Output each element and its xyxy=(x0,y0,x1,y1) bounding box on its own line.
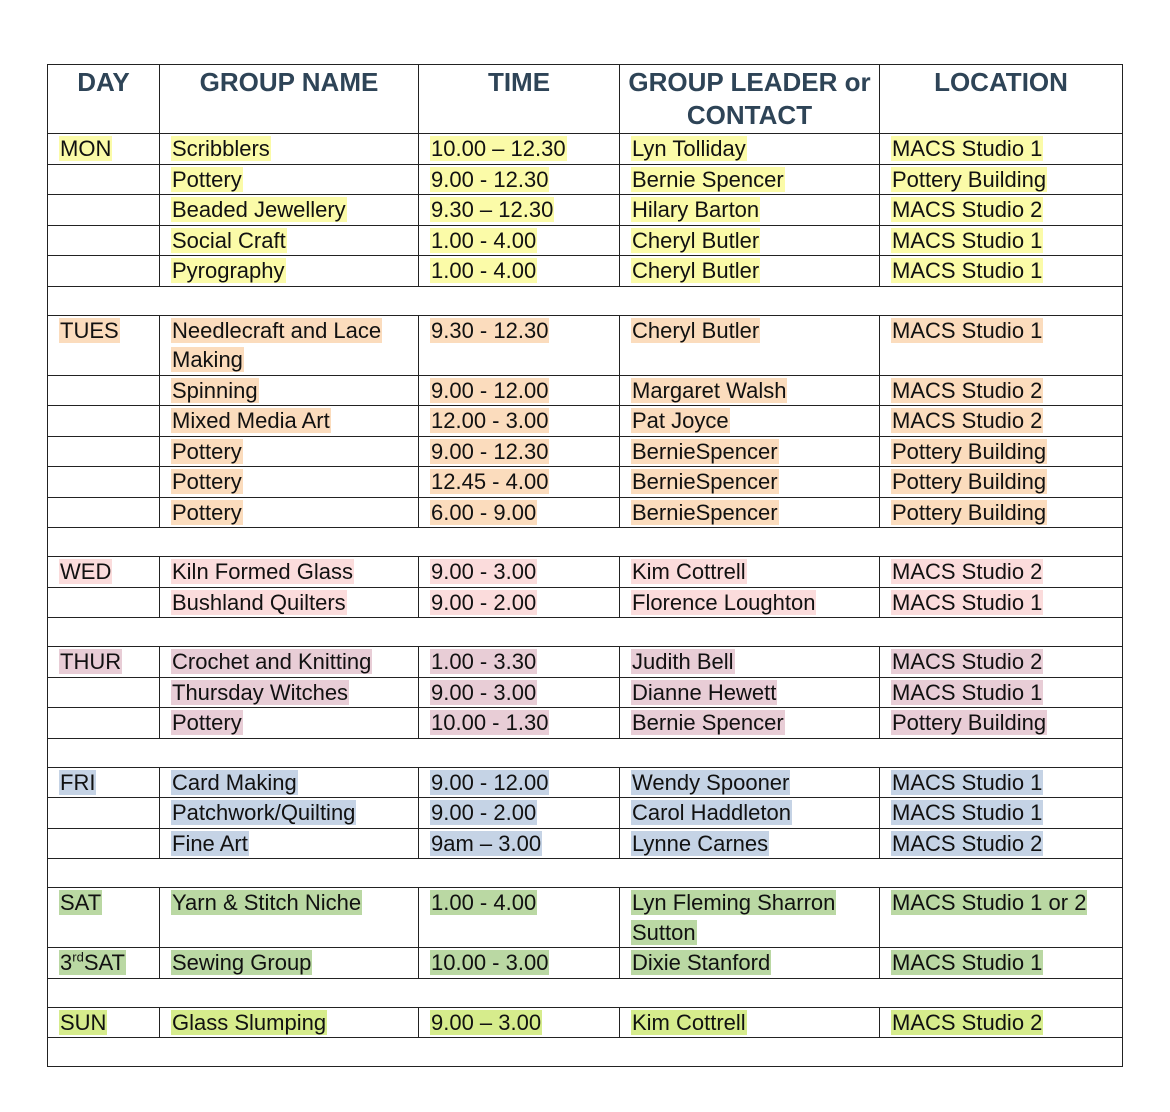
cell-text: MACS Studio 1 xyxy=(892,679,1043,705)
cell-text: Cheryl Butler xyxy=(632,227,760,253)
cell-text: Cheryl Butler xyxy=(632,317,760,343)
table-row xyxy=(48,467,1123,498)
cell-text: Dianne Hewett xyxy=(632,679,777,705)
group-name-cell xyxy=(160,164,419,195)
cell-text: MACS Studio 1 xyxy=(892,227,1043,253)
cell-text: MACS Studio 2 xyxy=(892,377,1043,403)
location-cell xyxy=(880,497,1123,528)
group-name-cell xyxy=(160,134,419,165)
header-group-leader: GROUP LEADER or CONTACT xyxy=(620,65,880,134)
time-cell xyxy=(419,647,620,678)
location-cell xyxy=(880,436,1123,467)
cell-text: 10.00 - 1.30 xyxy=(431,710,549,735)
spacer-cell xyxy=(48,978,1123,1007)
cell-text: SAT xyxy=(60,890,102,915)
cell-text: Pottery xyxy=(172,710,242,735)
cell-text: MACS Studio 1 or 2 xyxy=(892,890,1087,915)
cell-text: MACS Studio 1 xyxy=(892,950,1043,975)
day-cell xyxy=(48,587,160,618)
day-cell xyxy=(48,195,160,226)
cell-text: Mixed Media Art xyxy=(172,408,330,433)
cell-text: Glass Slumping xyxy=(172,1009,327,1035)
day-cell xyxy=(48,798,160,829)
cell-text: Hilary Barton xyxy=(632,197,760,222)
cell-text: Sewing Group xyxy=(172,950,312,975)
table-row xyxy=(48,195,1123,226)
day-cell xyxy=(48,647,160,678)
group-leader-cell xyxy=(620,647,880,678)
cell-text: Kiln Formed Glass xyxy=(172,559,353,584)
cell-text: Crochet and Knitting xyxy=(172,649,372,674)
group-leader-cell xyxy=(620,948,880,979)
cell-text: 9.00 - 3.00 xyxy=(431,679,537,705)
group-leader-cell xyxy=(620,557,880,588)
cell-text: Pottery xyxy=(172,499,242,525)
cell-text: WED xyxy=(60,559,112,584)
cell-text: Cheryl Butler xyxy=(632,258,760,283)
spacer-cell xyxy=(48,528,1123,557)
header-time: TIME xyxy=(419,65,620,134)
cell-text: MACS Studio 2 xyxy=(892,408,1043,433)
cell-text: Kim Cottrell xyxy=(632,1009,746,1035)
cell-text: Card Making xyxy=(172,769,297,795)
location-cell xyxy=(880,195,1123,226)
table-row xyxy=(48,557,1123,588)
group-name-cell xyxy=(160,708,419,739)
cell-text: Dixie Stanford xyxy=(632,950,771,975)
location-cell xyxy=(880,1007,1123,1038)
spacer-row xyxy=(48,528,1123,557)
time-cell xyxy=(419,497,620,528)
location-cell xyxy=(880,256,1123,287)
group-leader-cell xyxy=(620,677,880,708)
table-row xyxy=(48,406,1123,437)
cell-text: Margaret Walsh xyxy=(632,377,787,403)
cell-text: 9.00 - 2.00 xyxy=(431,800,537,825)
cell-text: Bernie Spencer xyxy=(632,710,784,735)
cell-text: Pat Joyce xyxy=(632,408,729,433)
group-leader-cell xyxy=(620,467,880,498)
cell-text: 1.00 - 4.00 xyxy=(431,890,537,915)
cell-text: MACS Studio 1 xyxy=(892,589,1043,615)
group-name-cell xyxy=(160,406,419,437)
time-cell xyxy=(419,1007,620,1038)
group-leader-cell xyxy=(620,225,880,256)
group-name-cell xyxy=(160,677,419,708)
cell-text: Wendy Spooner xyxy=(632,769,790,795)
location-cell xyxy=(880,406,1123,437)
cell-text: 9.00 - 2.00 xyxy=(431,589,537,615)
cell-text: MACS Studio 1 xyxy=(892,136,1043,161)
table-row xyxy=(48,134,1123,165)
cell-text: Patchwork/Quilting xyxy=(172,800,356,825)
day-cell xyxy=(48,1007,160,1038)
time-cell xyxy=(419,708,620,739)
cell-text: MACS Studio 1 xyxy=(892,258,1043,283)
cell-text: Florence Loughton xyxy=(632,589,816,615)
table-row xyxy=(48,256,1123,287)
time-cell xyxy=(419,798,620,829)
location-cell xyxy=(880,767,1123,798)
day-cell xyxy=(48,375,160,406)
spacer-cell xyxy=(48,738,1123,767)
time-cell xyxy=(419,557,620,588)
group-name-cell xyxy=(160,557,419,588)
cell-text: Spinning xyxy=(172,377,258,403)
time-cell xyxy=(419,587,620,618)
group-leader-cell xyxy=(620,828,880,859)
location-cell xyxy=(880,798,1123,829)
cell-text: 9.00 - 3.00 xyxy=(431,559,537,584)
time-cell xyxy=(419,256,620,287)
cell-text: Pottery Building xyxy=(892,469,1047,494)
location-cell xyxy=(880,225,1123,256)
cell-text: BernieSpencer xyxy=(632,438,778,464)
cell-text: Bernie Spencer xyxy=(632,166,784,192)
table-row xyxy=(48,798,1123,829)
group-name-cell xyxy=(160,767,419,798)
cell-text: 1.00 - 4.00 xyxy=(431,227,537,253)
cell-text: 9.00 - 12.00 xyxy=(431,769,549,795)
spacer-row xyxy=(48,1038,1123,1067)
spacer-row xyxy=(48,978,1123,1007)
cell-text: MACS Studio 1 xyxy=(892,800,1043,825)
time-cell xyxy=(419,406,620,437)
location-cell xyxy=(880,888,1123,948)
location-cell xyxy=(880,948,1123,979)
cell-text: Judith Bell xyxy=(632,649,734,674)
time-cell xyxy=(419,948,620,979)
group-name-cell xyxy=(160,375,419,406)
cell-text: Pottery xyxy=(172,438,242,464)
group-leader-cell xyxy=(620,256,880,287)
cell-text: Pyrography xyxy=(172,258,285,283)
day-cell xyxy=(48,948,160,979)
time-cell xyxy=(419,195,620,226)
day-cell xyxy=(48,467,160,498)
group-leader-cell xyxy=(620,164,880,195)
group-name-cell xyxy=(160,798,419,829)
cell-text: TUES xyxy=(60,317,119,343)
table-row xyxy=(48,948,1123,979)
table-row xyxy=(48,164,1123,195)
cell-text: Pottery Building xyxy=(892,499,1047,525)
cell-text: Pottery xyxy=(172,469,242,494)
cell-text: MACS Studio 1 xyxy=(892,317,1043,343)
cell-text: MACS Studio 2 xyxy=(892,559,1043,584)
group-name-cell xyxy=(160,647,419,678)
time-cell xyxy=(419,164,620,195)
time-cell xyxy=(419,134,620,165)
location-cell xyxy=(880,587,1123,618)
cell-text: MACS Studio 2 xyxy=(892,197,1043,222)
cell-text: Lyn Fleming Sharron Sutton xyxy=(632,890,836,945)
cell-text: FRI xyxy=(60,769,96,795)
group-name-cell xyxy=(160,587,419,618)
cell-text: 9.00 - 12.00 xyxy=(431,377,549,403)
group-name-cell xyxy=(160,225,419,256)
day-cell xyxy=(48,406,160,437)
day-cell xyxy=(48,134,160,165)
group-name-cell xyxy=(160,828,419,859)
cell-text: THUR xyxy=(60,649,122,674)
group-leader-cell xyxy=(620,375,880,406)
table-row xyxy=(48,375,1123,406)
header-location: LOCATION xyxy=(880,65,1123,134)
cell-text: Yarn & Stitch Niche xyxy=(172,890,362,915)
cell-text: Needlecraft and Lace Making xyxy=(172,317,382,372)
day-cell xyxy=(48,677,160,708)
day-cell xyxy=(48,225,160,256)
header-day: DAY xyxy=(48,65,160,134)
cell-text: 9.30 – 12.30 xyxy=(431,197,554,222)
table-row xyxy=(48,647,1123,678)
group-name-cell xyxy=(160,948,419,979)
cell-text xyxy=(59,950,126,975)
cell-text: 12.45 - 4.00 xyxy=(431,469,549,494)
cell-text: Beaded Jewellery xyxy=(172,197,346,222)
table-row xyxy=(48,436,1123,467)
group-leader-cell xyxy=(620,134,880,165)
day-cell xyxy=(48,828,160,859)
group-name-cell xyxy=(160,467,419,498)
table-row xyxy=(48,315,1123,375)
cell-text: 10.00 - 3.00 xyxy=(431,950,549,975)
time-cell xyxy=(419,767,620,798)
cell-text: Social Craft xyxy=(172,227,286,253)
spacer-row xyxy=(48,859,1123,888)
table-row xyxy=(48,677,1123,708)
cell-text: 9am – 3.00 xyxy=(431,830,542,856)
group-name-cell xyxy=(160,195,419,226)
day-cell xyxy=(48,436,160,467)
cell-text: Lyn Tolliday xyxy=(632,136,746,161)
cell-text: Thursday Witches xyxy=(172,679,349,705)
cell-text: Bushland Quilters xyxy=(172,589,346,615)
location-cell xyxy=(880,647,1123,678)
spacer-row xyxy=(48,738,1123,767)
group-name-cell xyxy=(160,315,419,375)
cell-text: 10.00 – 12.30 xyxy=(431,136,566,161)
ordinal-suffix: rd xyxy=(72,949,84,965)
cell-text: MON xyxy=(60,136,112,161)
location-cell xyxy=(880,557,1123,588)
time-cell xyxy=(419,888,620,948)
day-cell xyxy=(48,708,160,739)
cell-text: MACS Studio 2 xyxy=(892,1009,1043,1035)
cell-text: 12.00 - 3.00 xyxy=(431,408,549,433)
location-cell xyxy=(880,134,1123,165)
time-cell xyxy=(419,315,620,375)
time-cell xyxy=(419,436,620,467)
schedule-body xyxy=(48,134,1123,1067)
group-leader-cell xyxy=(620,587,880,618)
table-row xyxy=(48,888,1123,948)
group-name-cell xyxy=(160,888,419,948)
location-cell xyxy=(880,375,1123,406)
spacer-cell xyxy=(48,1038,1123,1067)
cell-text: Lynne Carnes xyxy=(632,830,769,856)
table-row xyxy=(48,587,1123,618)
cell-text: Carol Haddleton xyxy=(632,800,791,825)
cell-text: MACS Studio 1 xyxy=(892,769,1043,795)
cell-text: 1.00 - 4.00 xyxy=(431,258,537,283)
cell-text: 9.00 - 12.30 xyxy=(431,166,549,192)
cell-text: MACS Studio 2 xyxy=(892,649,1043,674)
group-leader-cell xyxy=(620,767,880,798)
cell-text: Fine Art xyxy=(172,830,248,856)
spacer-row xyxy=(48,618,1123,647)
cell-text: 6.00 - 9.00 xyxy=(431,499,537,525)
group-leader-cell xyxy=(620,888,880,948)
cell-text: Pottery Building xyxy=(892,710,1047,735)
header-row xyxy=(48,65,1123,134)
location-cell xyxy=(880,677,1123,708)
schedule-table xyxy=(47,64,1123,1067)
cell-text: 1.00 - 3.30 xyxy=(431,649,537,674)
group-leader-cell xyxy=(620,436,880,467)
table-row xyxy=(48,1007,1123,1038)
group-leader-cell xyxy=(620,708,880,739)
location-cell xyxy=(880,828,1123,859)
group-leader-cell xyxy=(620,406,880,437)
table-row xyxy=(48,828,1123,859)
group-leader-cell xyxy=(620,1007,880,1038)
day-cell xyxy=(48,767,160,798)
cell-text: Pottery Building xyxy=(892,438,1047,464)
cell-text: 9.00 - 12.30 xyxy=(431,438,549,464)
cell-text: Pottery Building xyxy=(892,166,1047,192)
group-leader-cell xyxy=(620,497,880,528)
table-row xyxy=(48,767,1123,798)
group-name-cell xyxy=(160,256,419,287)
time-cell xyxy=(419,467,620,498)
cell-text: Scribblers xyxy=(172,136,270,161)
cell-text: 9.00 – 3.00 xyxy=(431,1009,542,1035)
cell-text: SUN xyxy=(60,1009,107,1035)
cell-text: BernieSpencer xyxy=(632,469,778,494)
time-cell xyxy=(419,225,620,256)
cell-text: MACS Studio 2 xyxy=(892,830,1043,856)
spacer-cell xyxy=(48,286,1123,315)
spacer-cell xyxy=(48,859,1123,888)
time-cell xyxy=(419,828,620,859)
cell-text: Kim Cottrell xyxy=(632,559,746,584)
table-row xyxy=(48,708,1123,739)
location-cell xyxy=(880,708,1123,739)
spacer-row xyxy=(48,286,1123,315)
cell-text: Pottery xyxy=(172,166,242,192)
table-row xyxy=(48,225,1123,256)
group-name-cell xyxy=(160,1007,419,1038)
location-cell xyxy=(880,315,1123,375)
location-cell xyxy=(880,467,1123,498)
group-leader-cell xyxy=(620,315,880,375)
location-cell xyxy=(880,164,1123,195)
day-cell xyxy=(48,497,160,528)
day-text: SAT xyxy=(83,950,125,975)
group-leader-cell xyxy=(620,798,880,829)
day-cell xyxy=(48,557,160,588)
time-cell xyxy=(419,375,620,406)
time-cell xyxy=(419,677,620,708)
group-name-cell xyxy=(160,497,419,528)
group-name-cell xyxy=(160,436,419,467)
spacer-cell xyxy=(48,618,1123,647)
group-leader-cell xyxy=(620,195,880,226)
table-row xyxy=(48,497,1123,528)
cell-text: 9.30 - 12.30 xyxy=(431,317,549,343)
day-cell xyxy=(48,315,160,375)
header-group-name: GROUP NAME xyxy=(160,65,419,134)
day-cell xyxy=(48,888,160,948)
day-cell xyxy=(48,164,160,195)
day-cell xyxy=(48,256,160,287)
cell-text: BernieSpencer xyxy=(632,499,778,525)
ordinal-number: 3 xyxy=(60,950,73,975)
